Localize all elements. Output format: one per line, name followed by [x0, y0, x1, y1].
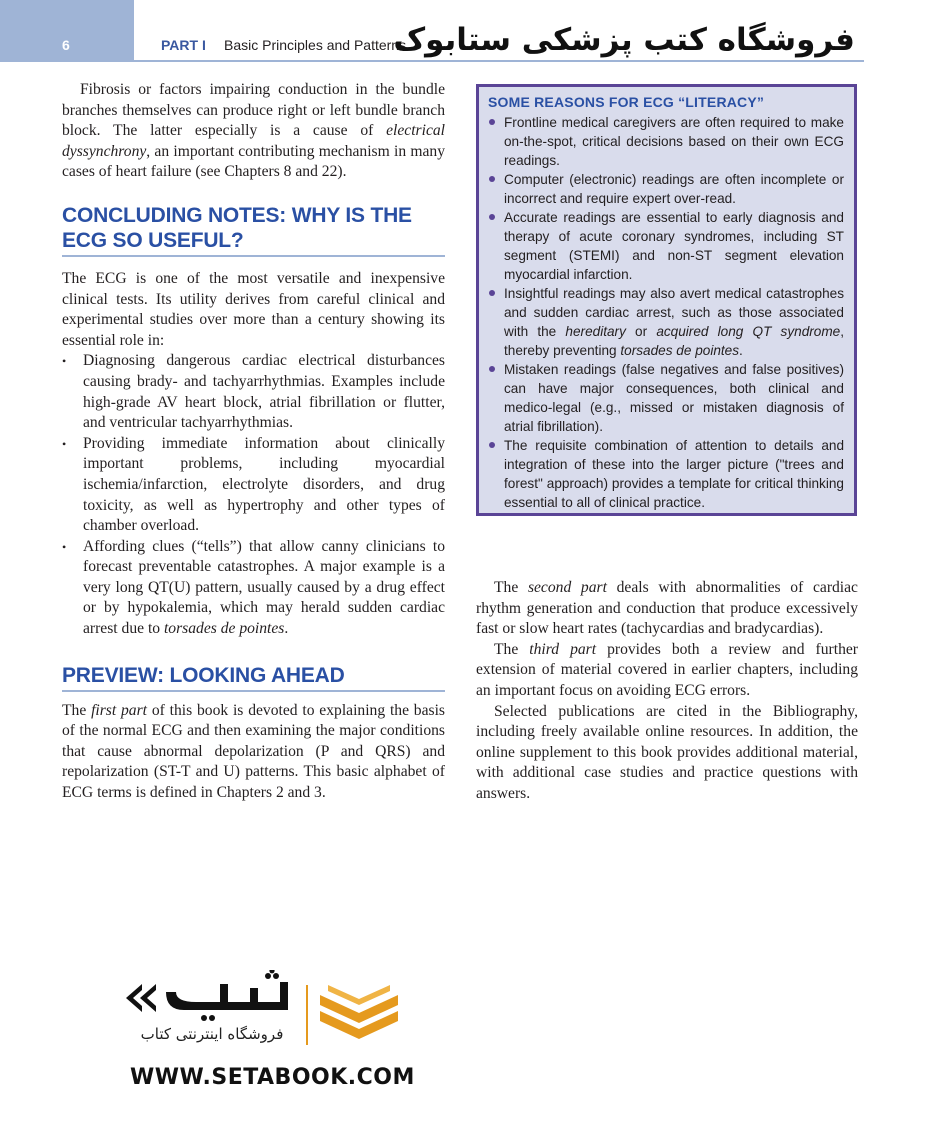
ecg-literacy-box-title: SOME REASONS FOR ECG “LITERACY”	[488, 94, 765, 110]
setabook-url: WWW.SETABOOK.COM	[130, 1065, 415, 1090]
store-watermark-title: فروشگاه کتب پزشکی ستابوک	[393, 22, 855, 58]
preview-heading: PREVIEW: LOOKING AHEAD	[62, 663, 445, 692]
intro-paragraph: Fibrosis or factors impairing conduction in the bundle branches themselves can produce right or left bundle branch block. The latter especially is a cause of electrical dyssynchrony, an important contributing mechanism in many cases of heart failure (see Chapters 8 and 22).	[62, 81, 445, 181]
ecg-literacy-list	[479, 113, 854, 512]
part-label: PART I	[161, 37, 206, 53]
bibliography-paragraph: Selected publications are cited in the Bibliography, including freely available online resources. In addition, the online supplement to this book provides additional material, with additional case studies and practice questions with answers.	[476, 702, 858, 802]
ecg-literacy-box	[476, 84, 857, 516]
third-part-paragraph: The third part provides both a review and further extension of material covered in earlier chapters, including an important focus on avoiding ECG errors.	[476, 640, 858, 699]
left-column	[62, 80, 445, 804]
list-item: Mistaken readings (false negatives and false positives) can have major consequences, both clinical and medico-legal (e.g., missed or mistaken diagnosis of atrial fibrillation).	[488, 360, 844, 436]
setabook-tagline: فروشگاه اینترنتی کتاب	[140, 1025, 284, 1043]
page-number: 6	[62, 37, 70, 53]
list-item: The requisite combination of attention to details and integration of these into the larger picture ("trees and forest" approach) provides a template for critical thinking essential to all of clinical practice.	[488, 436, 844, 512]
list-item: • Affording clues (“tells”) that allow canny clinicians to forecast preventable catastrophes. A major example is a very long QT(U) pattern, usually caused by a drug effect or by hypokalemia, which may herald sudden cardiac arrest due to torsades de pointes.	[62, 537, 445, 640]
concluding-notes-heading: CONCLUDING NOTES: WHY IS THE ECG SO USEFUL?	[62, 203, 445, 257]
right-column	[476, 578, 858, 805]
list-item: • Diagnosing dangerous cardiac electrical disturbances causing brady- and tachyarrhythmias. Examples include high-grade AV heart block, atrial fibrillation or flutter, and ventricular tachyarrhythmias.	[62, 351, 445, 433]
first-part-paragraph: The first part of this book is devoted to explaining the basis of the normal ECG and then examining the major conditions that cause abnormal depolarization (P and QRS) and repolarization (ST-T and U) patterns. This basic alphabet of ECG terms is defined in Chapters 2 and 3.	[62, 701, 445, 802]
list-item: Accurate readings are essential to early diagnosis and therapy of acute coronary syndromes, including ST segment (STEMI) and non-ST segment elevation myocardial infarction.	[488, 208, 844, 284]
setabook-wordmark-logo	[120, 970, 295, 1026]
logo-divider	[306, 985, 308, 1045]
list-item: Insightful readings may also avert medical catastrophes and sudden cardiac arrest, such as those associated with the hereditary or acquired long QT syndrome, thereby preventing torsades de pointes.	[488, 284, 844, 360]
list-item: • Providing immediate information about clinically important problems, including myocardial ischemia/infarction, electrolyte disorders, and drug toxicity, as well as hypertrophy and other types of chamber overload.	[62, 434, 445, 537]
part-title: Basic Principles and Patterns	[224, 37, 407, 53]
ecg-utility-paragraph: The ECG is one of the most versatile and inexpensive clinical tests. Its utility derives from careful clinical and experimental studies over more than a century showing its essential role in:	[62, 269, 445, 349]
header-rule	[134, 60, 864, 62]
list-item: Frontline medical caregivers are often required to make on-the-spot, critical decisions based on their own ECG readings.	[488, 113, 844, 170]
list-item: Computer (electronic) readings are often incomplete or incorrect and require expert over-read.	[488, 170, 844, 208]
book-chevron-icon	[320, 985, 398, 1047]
ecg-uses-list	[62, 351, 445, 639]
second-part-paragraph: The second part deals with abnormalities of cardiac rhythm generation and conduction that produce excessively fast or slow heart rates (tachycardias and bradycardias).	[476, 579, 858, 638]
